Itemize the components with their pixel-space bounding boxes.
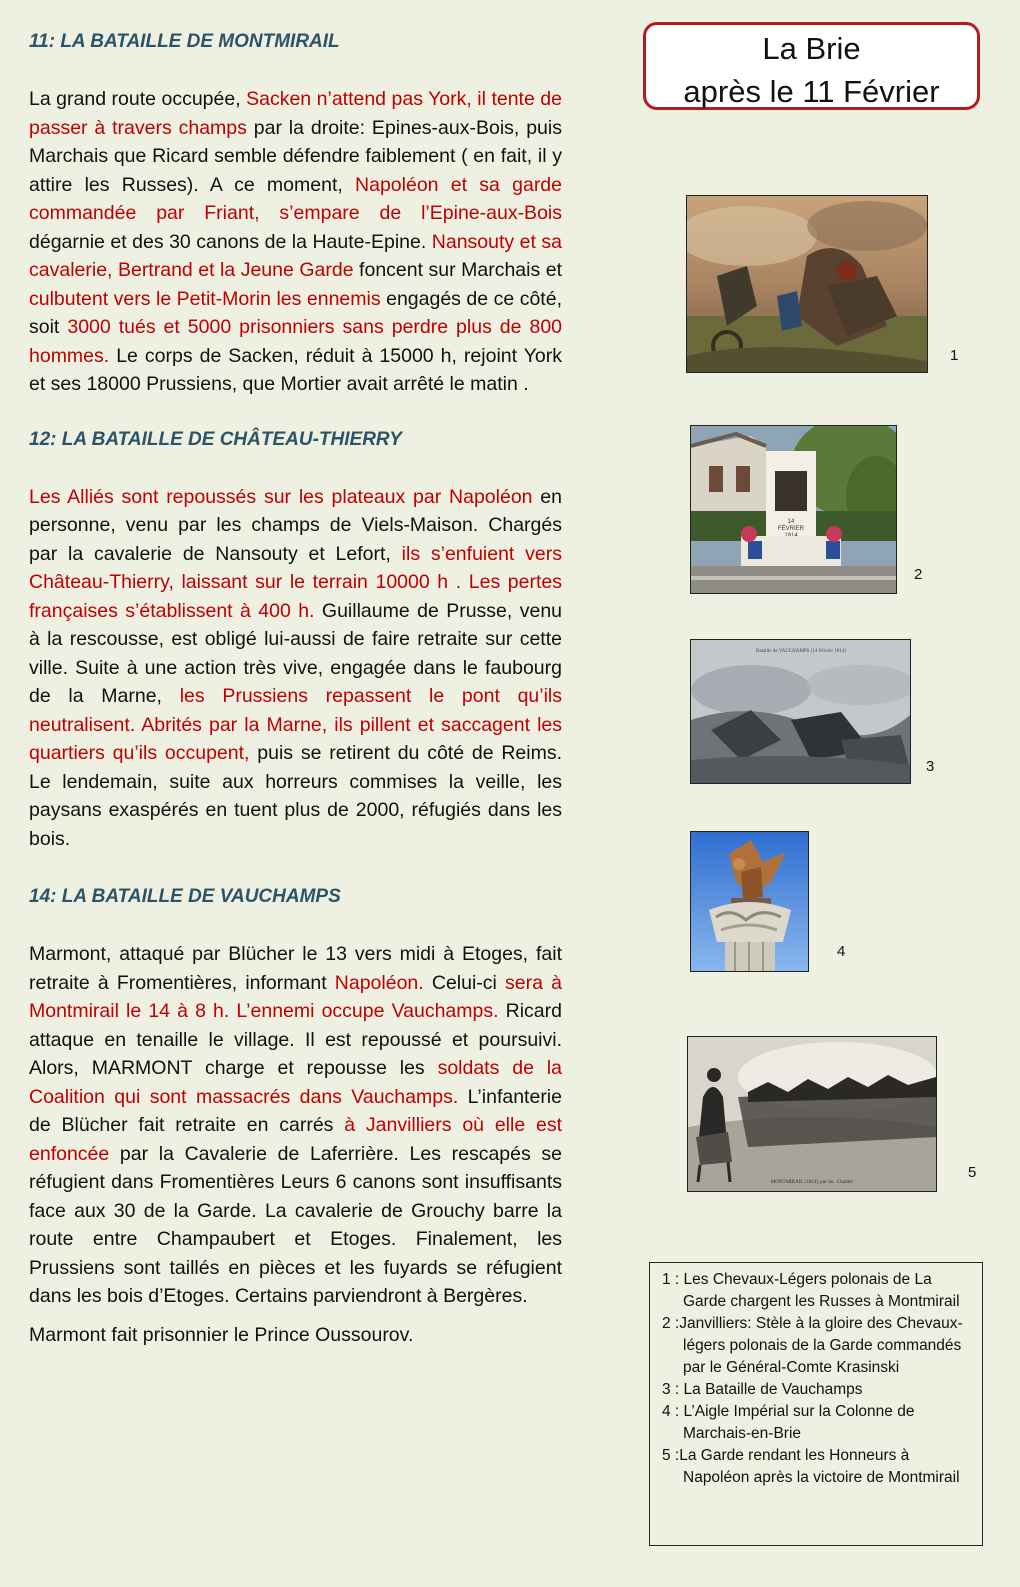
body-text: Celui-ci (423, 971, 506, 994)
text-column (29, 28, 562, 1349)
body-text: dégarnie et des 30 canons de la Haute-Epine. (29, 230, 432, 253)
figure-number-3: 3 (926, 758, 935, 775)
paragraph-chateau-thierry (29, 483, 562, 854)
stele-plaque-text-1: 14 (787, 519, 795, 525)
figure-legend (649, 1262, 983, 1546)
highlighted-text: culbutent vers le Petit-Morin les ennemis (29, 287, 381, 310)
legend-item-1: 1 : Les Chevaux-Légers polonais de La Garde chargent les Russes à Montmirail (662, 1271, 960, 1310)
body-text: Marmont, attaqué par Blücher le 13 vers midi à Etoges, fait retraite à Fromentières, informant (29, 943, 562, 994)
page-title (643, 22, 980, 110)
body-text: puis se retirent du côté de Reims. Le lendemain, suite aux horreurs commises la veille, les paysans exaspérés en tuent plus de 2000, réfugiés dans les bois. (29, 742, 563, 850)
highlighted-text: Napoléon et sa garde commandée par Friant, s’empare de l’Epine-aux-Bois (29, 173, 563, 224)
legend-item-2: 2 :Janvilliers: Stèle à la gloire des Chevaux-légers polonais de la Garde commandés par le Général-Comte Krasinski (662, 1315, 963, 1376)
legend-item-5: 5 :La Garde rendant les Honneurs à Napoléon après la victoire de Montmirail (662, 1447, 960, 1486)
highlighted-text: 3000 tués et 5000 prisonniers sans perdre plus de 800 hommes. (29, 316, 563, 367)
figure-number-5: 5 (968, 1164, 977, 1181)
body-text: foncent sur Marchais et (353, 259, 562, 281)
highlighted-text: Sacken n’attend pas York, il tente de passer à travers champs (29, 88, 562, 139)
figure-number-1: 1 (950, 347, 959, 364)
body-text: L’infanterie de Blücher fait retraite en carrés (29, 1085, 562, 1136)
highlighted-text: ils s’enfuient vers Château-Thierry, laissant sur le terrain 10000 h . Les pertes françaises s’établissent à 400 h. (29, 542, 562, 622)
body-text: par la Cavalerie de Laferrière. Les rescapés se réfugient dans Fromentières Leurs 6 canons sont insuffisants face aux 30 de la Garde. La cavalerie de Grouchy barre la route entre Champaubert et Etoges. Finalement, les Prussiens sont taillés en pièces et les fuyards se réfugient dans les bois d’Etoges. Certains parviendront à Bergères. (29, 1142, 562, 1307)
highlighted-text: Nansouty et sa cavalerie, Bertrand et la Jeune Garde (29, 230, 562, 281)
highlighted-text: Les Alliés sont repoussés sur les plateaux par Napoléon (29, 485, 533, 508)
postcard-caption: MONTMIRAIL (1814), par Jac. Chartier (770, 1180, 854, 1185)
highlighted-text: les Prussiens repassent le pont qu’ils neutralisent. Abrités par la Marne, ils pillent et saccagent les quartiers qu’ils occupent, (29, 685, 563, 764)
bataille-vauchamps-engraving (690, 639, 911, 784)
highlighted-text: sera à Montmirail le 14 à 8 h. L’ennemi occupe Vauchamps. (29, 971, 562, 1022)
paragraph-montmirail (29, 85, 562, 399)
section-heading-chateau-thierry: 12: LA BATAILLE DE CHÂTEAU-THIERRY (29, 428, 402, 450)
body-text: par la droite: Epines-aux-Bois, puis Marchais que Ricard semble défendre faiblement ( en fait, il y attire les Russes). A ce moment, (29, 116, 562, 196)
body-text: engagés de ce côté, soit (29, 287, 562, 338)
garde-honneurs-postcard (687, 1036, 937, 1192)
body-text: en personne, venu par les champs de Viels-Maison. Chargés par la cavalerie de Nansouty et Lefort, (29, 485, 562, 565)
highlighted-text: à Janvilliers où elle est enfoncée (29, 1114, 562, 1165)
body-text: Guillaume de Prusse, venu à la rescousse, est obligé lui-aussi de faire retraite sur cette ville. Suite à une action très vive, engagée dans le faubourg de la Marne, (29, 599, 563, 707)
title-line-1: La Brie (762, 31, 861, 66)
legend-item-3: 3 : La Bataille de Vauchamps (662, 1381, 863, 1398)
aigle-imperial-column-photo (690, 831, 809, 972)
figure-number-2: 2 (914, 566, 923, 583)
stele-janvilliers-photo (690, 425, 897, 594)
body-text: Ricard attaque en tenaille le village. Il est repoussé et poursuivi. Alors, MARMONT charge et repousse les (29, 1000, 562, 1079)
chevaux-legers-painting (686, 195, 928, 373)
legend-item-4: 4 : L’Aigle Impérial sur la Colonne de Marchais-en-Brie (662, 1403, 915, 1442)
body-text: Le corps de Sacken, réduit à 15000 h, rejoint York et ses 18000 Prussiens, que Mortier avait arrêté le matin . (29, 344, 562, 395)
section-heading-montmirail: 11: LA BATAILLE DE MONTMIRAIL (29, 31, 340, 52)
section-heading-vauchamps: 14: LA BATAILLE DE VAUCHAMPS (29, 886, 341, 907)
highlighted-text: soldats de la Coalition qui sont massacrés dans Vauchamps. (29, 1057, 562, 1108)
highlighted-text: Napoléon. (334, 971, 424, 994)
engraving-caption: Bataille de VAUCHAMPS (14 Février 1814) (756, 649, 846, 654)
body-text: La grand route occupée, (29, 88, 247, 110)
figure-number-4: 4 (837, 943, 846, 960)
paragraph-oussourov: Marmont fait prisonnier le Prince Oussourov. (29, 1323, 414, 1346)
paragraph-vauchamps (29, 940, 562, 1311)
stele-plaque-text-2: FÉVRIER (777, 526, 805, 532)
title-line-2: après le 11 Février (683, 74, 940, 109)
